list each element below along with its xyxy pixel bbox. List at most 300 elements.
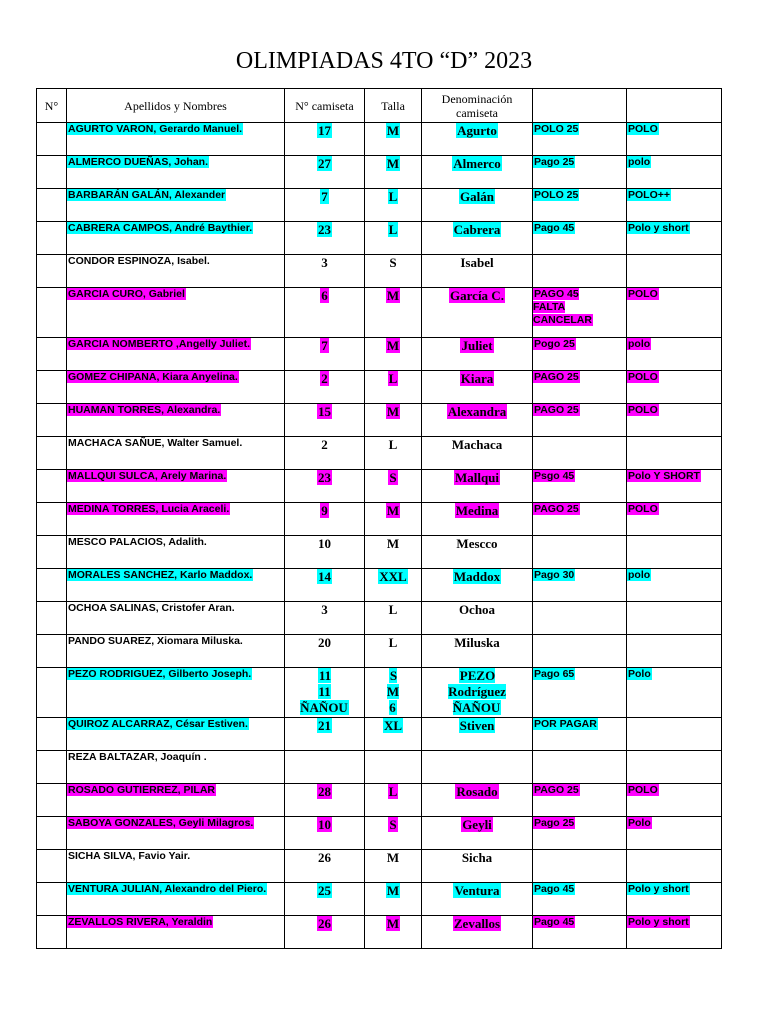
payment-cell: [533, 850, 627, 883]
item-cell: [627, 718, 722, 751]
size-cell: [365, 718, 422, 751]
shirt-number-text: 20: [318, 635, 331, 650]
payment-cell: [533, 883, 627, 916]
item-cell: [627, 916, 722, 949]
size-text: L: [388, 784, 398, 799]
size-text: S: [389, 255, 397, 270]
item-cell: [627, 255, 722, 288]
payment-text: POR PAGAR: [534, 718, 597, 730]
item-cell: [627, 817, 722, 850]
name-cell: [67, 189, 285, 222]
shirt-number-text: 6: [321, 288, 328, 303]
name-cell: [67, 635, 285, 668]
payment-text: PAGO 25: [534, 404, 579, 416]
index-cell: [37, 222, 67, 255]
size-cell: [365, 668, 422, 718]
payment-text: Pago 30: [534, 569, 575, 581]
size-cell: [365, 437, 422, 470]
payment-text: Pago 45: [534, 883, 575, 895]
size-text: M: [386, 536, 400, 551]
shirt-number-text: 2: [321, 371, 328, 386]
shirt-number-text: 10: [318, 817, 331, 832]
shirt-label-cell: [422, 536, 533, 569]
size-cell: [365, 288, 422, 338]
shirt-label-cell: [422, 404, 533, 437]
name-text: PANDO SUAREZ, Xiomara Miluska.: [68, 635, 243, 647]
index-cell: [37, 817, 67, 850]
shirt-label-text: Ochoa: [458, 602, 496, 617]
roster-body: [37, 123, 722, 949]
name-text: MEDINA TORRES, Lucia Araceli.: [68, 503, 230, 515]
payment-text: [533, 635, 535, 647]
payment-cell: [533, 503, 627, 536]
table-row: [37, 288, 722, 338]
name-cell: [67, 784, 285, 817]
payment-text: PAGO 25: [534, 784, 579, 796]
payment-cell: [533, 784, 627, 817]
shirt-label-text: Rosado: [456, 784, 498, 799]
item-text: POLO: [628, 784, 658, 796]
name-text: QUIROZ ALCARRAZ, César Estiven.: [68, 718, 248, 730]
payment-cell: [533, 156, 627, 189]
item-cell: [627, 751, 722, 784]
index-cell: [37, 751, 67, 784]
shirt-label-text: Medina: [455, 503, 499, 518]
index-cell: [37, 635, 67, 668]
item-text: Polo y short: [628, 916, 689, 928]
shirt-number-cell: [285, 635, 365, 668]
index-cell: [37, 569, 67, 602]
shirt-number-cell: [285, 288, 365, 338]
size-text: M: [386, 404, 400, 419]
shirt-number-cell: [285, 569, 365, 602]
size-cell: [365, 569, 422, 602]
index-cell: [37, 916, 67, 949]
table-row: [37, 635, 722, 668]
size-cell: [365, 536, 422, 569]
payment-cell: [533, 536, 627, 569]
shirt-label-text: Cabrera: [453, 222, 501, 237]
payment-cell: [533, 751, 627, 784]
payment-text: Pago 65: [534, 668, 575, 680]
name-cell: [67, 123, 285, 156]
item-text: [627, 751, 629, 763]
shirt-label-cell: [422, 123, 533, 156]
index-cell: [37, 371, 67, 404]
item-cell: [627, 338, 722, 371]
item-cell: [627, 371, 722, 404]
item-cell: [627, 156, 722, 189]
header-size: Talla: [365, 89, 422, 123]
table-row: [37, 569, 722, 602]
index-cell: [37, 189, 67, 222]
payment-text: PAGO 25: [534, 503, 579, 515]
payment-cell: [533, 404, 627, 437]
payment-cell: [533, 338, 627, 371]
name-text: HUAMAN TORRES, Alexandra.: [68, 404, 221, 416]
item-text: Polo: [628, 817, 651, 829]
shirt-number-text: 14: [318, 569, 331, 584]
shirt-number-cell: [285, 189, 365, 222]
shirt-number-cell: [285, 784, 365, 817]
size-cell: [365, 404, 422, 437]
item-cell: [627, 784, 722, 817]
shirt-number-text: 7: [321, 338, 328, 353]
payment-cell: [533, 437, 627, 470]
name-cell: [67, 916, 285, 949]
shirt-label-text: Sicha: [461, 850, 493, 865]
shirt-label-text: Geyli: [462, 817, 492, 832]
size-text: M: [386, 916, 400, 931]
size-cell: [365, 751, 422, 784]
payment-text: Psgo 45: [534, 470, 575, 482]
name-cell: [67, 817, 285, 850]
name-text: PEZO RODRIGUEZ, Gilberto Joseph.: [68, 668, 252, 680]
size-cell: [365, 916, 422, 949]
payment-cell: [533, 222, 627, 255]
item-text: POLO++: [628, 189, 671, 201]
name-cell: [67, 668, 285, 718]
payment-text: Pogo 25: [534, 338, 575, 350]
size-text: M: [386, 503, 400, 518]
item-cell: [627, 123, 722, 156]
shirt-number-cell: [285, 123, 365, 156]
size-cell: [365, 602, 422, 635]
size-cell: [365, 817, 422, 850]
size-text: L: [388, 222, 398, 237]
size-cell: [365, 222, 422, 255]
table-row: [37, 718, 722, 751]
shirt-label-cell: [422, 371, 533, 404]
shirt-label-text: Machaca: [451, 437, 503, 452]
payment-text: [533, 751, 535, 763]
shirt-number-text: 11 11 ÑAÑOU: [300, 668, 348, 715]
payment-text: POLO 25: [534, 189, 579, 201]
shirt-label-cell: [422, 569, 533, 602]
payment-text: [533, 255, 535, 267]
item-cell: [627, 288, 722, 338]
size-text: L: [388, 635, 398, 650]
size-cell: [365, 883, 422, 916]
item-text: polo: [628, 156, 651, 168]
item-text: polo: [628, 338, 651, 350]
item-text: POLO: [628, 288, 658, 300]
index-cell: [37, 437, 67, 470]
index-cell: [37, 404, 67, 437]
table-row: [37, 470, 722, 503]
index-cell: [37, 288, 67, 338]
shirt-label-cell: [422, 784, 533, 817]
size-cell: [365, 503, 422, 536]
item-text: [627, 718, 629, 730]
name-text: BARBARÁN GALÁN, Alexander: [68, 189, 226, 201]
table-row: [37, 123, 722, 156]
shirt-label-cell: [422, 635, 533, 668]
shirt-number-text: 3: [321, 255, 328, 270]
header-number: N° camiseta: [285, 89, 365, 123]
size-cell: [365, 371, 422, 404]
shirt-number-text: 2: [321, 437, 328, 452]
payment-text: PAGO 25: [534, 371, 579, 383]
shirt-number-text: 21: [318, 718, 331, 733]
size-text: S M 6: [386, 668, 400, 715]
shirt-number-cell: [285, 718, 365, 751]
size-text: M: [386, 338, 400, 353]
shirt-number-cell: [285, 883, 365, 916]
shirt-number-cell: [285, 404, 365, 437]
name-cell: [67, 850, 285, 883]
item-text: [627, 602, 629, 614]
shirt-label-text: [476, 751, 478, 766]
name-cell: [67, 883, 285, 916]
name-text: CABRERA CAMPOS, André Baythier.: [68, 222, 253, 234]
item-text: Polo y short: [628, 222, 689, 234]
payment-text: [533, 437, 535, 449]
shirt-label-text: Kiara: [460, 371, 494, 386]
index-cell: [37, 338, 67, 371]
table-row: [37, 437, 722, 470]
size-cell: [365, 123, 422, 156]
payment-text: [533, 536, 535, 548]
item-cell: [627, 635, 722, 668]
shirt-label-cell: [422, 850, 533, 883]
name-text: MORALES SANCHEZ, Karlo Maddox.: [68, 569, 253, 581]
payment-cell: [533, 288, 627, 338]
shirt-label-cell: [422, 470, 533, 503]
index-cell: [37, 255, 67, 288]
item-cell: [627, 189, 722, 222]
header-index: N°: [37, 89, 67, 123]
shirt-number-cell: [285, 916, 365, 949]
shirt-label-cell: [422, 883, 533, 916]
shirt-label-text: Mallqui: [454, 470, 500, 485]
payment-text: PAGO 45 FALTA CANCELAR: [533, 288, 592, 326]
size-cell: [365, 255, 422, 288]
name-cell: [67, 255, 285, 288]
shirt-number-text: 7: [321, 189, 328, 204]
index-cell: [37, 123, 67, 156]
name-text: GOMEZ CHIPANA, Kiara Anyelina.: [68, 371, 238, 383]
shirt-number-text: 17: [318, 123, 331, 138]
shirt-number-cell: [285, 602, 365, 635]
name-text: ALMERCO DUEÑAS, Johan.: [68, 156, 209, 168]
name-text: MALLQUI SULCA, Arely Marina.: [68, 470, 227, 482]
name-cell: [67, 371, 285, 404]
name-text: CONDOR ESPINOZA, Isabel.: [68, 255, 210, 267]
size-text: M: [386, 850, 400, 865]
size-text: XXL: [379, 569, 407, 584]
shirt-number-text: [324, 751, 326, 766]
header-row: [37, 89, 722, 123]
shirt-label-text: Ventura: [454, 883, 500, 898]
item-text: Polo Y SHORT: [628, 470, 700, 482]
header-payment: [533, 89, 627, 123]
shirt-label-text: Stiven: [459, 718, 495, 733]
payment-cell: [533, 635, 627, 668]
item-text: [627, 255, 629, 267]
table-row: [37, 189, 722, 222]
payment-cell: [533, 255, 627, 288]
size-text: S: [389, 470, 397, 485]
table-row: [37, 371, 722, 404]
index-cell: [37, 718, 67, 751]
shirt-number-cell: [285, 338, 365, 371]
name-cell: [67, 404, 285, 437]
size-text: S: [389, 817, 397, 832]
shirt-number-cell: [285, 503, 365, 536]
name-text: SICHA SILVA, Favio Yair.: [68, 850, 191, 862]
name-cell: [67, 470, 285, 503]
shirt-label-text: Mescco: [456, 536, 498, 551]
olympics-roster-table: [36, 88, 722, 949]
payment-text: [533, 602, 535, 614]
header-item: [627, 89, 722, 123]
table-row: [37, 255, 722, 288]
size-text: L: [388, 371, 398, 386]
index-cell: [37, 602, 67, 635]
index-cell: [37, 156, 67, 189]
shirt-number-text: 23: [318, 222, 331, 237]
shirt-label-text: Miluska: [454, 635, 500, 650]
item-cell: [627, 222, 722, 255]
index-cell: [37, 470, 67, 503]
shirt-number-text: 23: [318, 470, 331, 485]
shirt-label-text: Alexandra: [447, 404, 507, 419]
name-text: REZA BALTAZAR, Joaquín .: [68, 751, 207, 763]
table-row: [37, 503, 722, 536]
index-cell: [37, 784, 67, 817]
item-text: [627, 536, 629, 548]
size-text: M: [386, 288, 400, 303]
item-text: POLO: [628, 371, 658, 383]
item-text: polo: [628, 569, 651, 581]
name-cell: [67, 569, 285, 602]
shirt-number-cell: [285, 668, 365, 718]
index-cell: [37, 536, 67, 569]
shirt-number-text: 9: [321, 503, 328, 518]
size-text: L: [388, 437, 398, 452]
shirt-label-text: Zevallos: [453, 916, 501, 931]
shirt-label-cell: [422, 602, 533, 635]
table-row: [37, 602, 722, 635]
name-text: AGURTO VARON, Gerardo Manuel.: [68, 123, 243, 135]
shirt-label-text: Agurto: [457, 123, 497, 138]
size-text: L: [388, 189, 398, 204]
payment-text: Pago 45: [534, 916, 575, 928]
table-row: [37, 883, 722, 916]
shirt-number-text: 15: [318, 404, 331, 419]
index-cell: [37, 883, 67, 916]
item-cell: [627, 602, 722, 635]
payment-cell: [533, 569, 627, 602]
item-cell: [627, 404, 722, 437]
size-cell: [365, 156, 422, 189]
table-row: [37, 668, 722, 718]
shirt-label-text: PEZO Rodríguez ÑAÑOU: [448, 668, 506, 715]
payment-cell: [533, 817, 627, 850]
item-text: Polo y short: [628, 883, 689, 895]
shirt-label-text: Almerco: [453, 156, 501, 171]
size-cell: [365, 635, 422, 668]
shirt-label-cell: [422, 668, 533, 718]
name-cell: [67, 536, 285, 569]
payment-cell: [533, 668, 627, 718]
shirt-label-cell: [422, 817, 533, 850]
item-cell: [627, 668, 722, 718]
table-row: [37, 916, 722, 949]
name-cell: [67, 718, 285, 751]
payment-text: Pago 25: [534, 156, 575, 168]
item-text: POLO: [628, 404, 658, 416]
shirt-label-text: Galán: [460, 189, 494, 204]
payment-cell: [533, 470, 627, 503]
name-text: GARCIA CURO, Gabriel: [68, 288, 185, 300]
shirt-label-cell: [422, 751, 533, 784]
size-text: L: [388, 602, 398, 617]
name-cell: [67, 288, 285, 338]
shirt-number-cell: [285, 751, 365, 784]
shirt-label-cell: [422, 503, 533, 536]
table-row: [37, 222, 722, 255]
item-cell: [627, 569, 722, 602]
payment-cell: [533, 189, 627, 222]
size-text: M: [386, 883, 400, 898]
shirt-number-cell: [285, 255, 365, 288]
name-text: VENTURA JULIAN, Alexandro del Piero.: [68, 883, 267, 895]
shirt-label-cell: [422, 255, 533, 288]
shirt-label-text: Isabel: [460, 255, 494, 270]
name-cell: [67, 437, 285, 470]
shirt-label-cell: [422, 222, 533, 255]
size-text: XL: [383, 718, 403, 733]
header-label: Denominación camiseta: [422, 89, 533, 123]
size-text: M: [386, 123, 400, 138]
index-cell: [37, 850, 67, 883]
size-cell: [365, 850, 422, 883]
item-cell: [627, 850, 722, 883]
payment-text: Pago 45: [534, 222, 575, 234]
shirt-number-text: 3: [321, 602, 328, 617]
page-title: OLIMPIADAS 4TO “D” 2023: [235, 48, 533, 74]
shirt-number-cell: [285, 470, 365, 503]
payment-cell: [533, 602, 627, 635]
shirt-label-cell: [422, 288, 533, 338]
size-cell: [365, 338, 422, 371]
name-text: MESCO PALACIOS, Adalith.: [68, 536, 207, 548]
header-name: Apellidos y Nombres: [67, 89, 285, 123]
shirt-number-text: 28: [318, 784, 331, 799]
item-text: [627, 635, 629, 647]
table-row: [37, 338, 722, 371]
shirt-label-text: Juliet: [461, 338, 493, 353]
shirt-number-cell: [285, 371, 365, 404]
shirt-number-cell: [285, 817, 365, 850]
name-text: GARCIA NOMBERTO ,Angelly Juliet.: [68, 338, 251, 350]
size-text: [392, 751, 394, 766]
item-text: POLO: [628, 123, 658, 135]
shirt-number-text: 26: [318, 850, 331, 865]
shirt-number-text: 26: [318, 916, 331, 931]
size-cell: [365, 189, 422, 222]
shirt-number-text: 27: [318, 156, 331, 171]
name-text: ZEVALLOS RIVERA, Yeraldin: [68, 916, 213, 928]
table-row: [37, 817, 722, 850]
shirt-number-cell: [285, 222, 365, 255]
shirt-number-cell: [285, 437, 365, 470]
name-text: MACHACA SAÑUE, Walter Samuel.: [68, 437, 243, 449]
name-cell: [67, 503, 285, 536]
shirt-label-cell: [422, 437, 533, 470]
